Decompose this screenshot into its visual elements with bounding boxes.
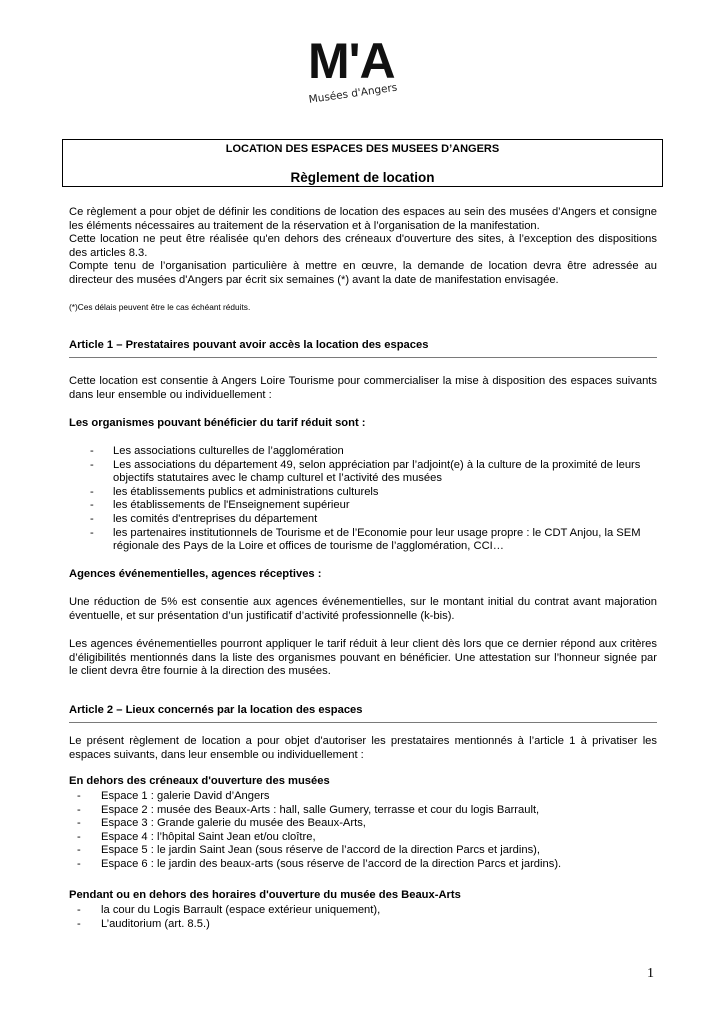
agencies-subheading: Agences événementielles, agences réceptives : (69, 568, 322, 580)
article-2-intro: Le présent règlement de location a pour objet d'autoriser les prestataires mentionnés à l’article 1 à privatiser les espaces suivants, dans leur ensemble ou individuellement : (69, 735, 657, 761)
page-number: 1 (647, 966, 654, 981)
list-item: - Espace 5 : le jardin Saint Jean (sous réserve de l’accord de la direction Parcs et jardins), (69, 844, 657, 858)
agencies-paragraph-1: Une réduction de 5% est consentie aux agences événementielles, sur le montant initial du contrat avant majoration éventuelle, et sur présentation d’un justificatif d’activité professionnelle (k-bis). (69, 596, 657, 622)
document-title: Règlement de location (290, 170, 435, 185)
list-item: - Espace 4 : l’hôpital Saint Jean et/ou cloître, (69, 831, 657, 845)
opening-hours-subheading: Pendant ou en dehors des horaires d'ouverture du musée des Beaux-Arts (69, 889, 461, 901)
museum-logo (308, 33, 418, 118)
outside-hours-subheading: En dehors des créneaux d'ouverture des musées (69, 775, 330, 787)
logo-mark: M'A (308, 33, 395, 89)
list-item: - les établissements de l'Enseignement supérieur (69, 499, 657, 513)
logo-subtitle: Musées d'Angers (308, 81, 399, 106)
list-item: - les établissements publics et administrations culturels (69, 486, 657, 500)
list-item: - les comités d'entreprises du département (69, 513, 657, 527)
article-1-intro: Cette location est consentie à Angers Loire Tourisme pour commercialiser la mise à disposition des espaces suivants dans leur ensemble ou individuellement : (69, 375, 657, 401)
article-1-heading: Article 1 – Prestataires pouvant avoir accès la location des espaces (69, 339, 657, 358)
intro-paragraph-3: Compte tenu de l’organisation particulière à mettre en œuvre, la demande de location devra être adressée au directeur des musées d'Angers par écrit six semaines (*) avant la date de manifestation envisagée. (69, 260, 657, 286)
agencies-paragraph-2: Les agences événementielles pourront appliquer le tarif réduit à leur client dès lors que ce dernier répond aux critères d’éligibilités mentionnés dans la liste des organismes pouvant en bénéficier. Une attestation sur l’honneur signée par le client devra être fournie à la direction des musées. (69, 638, 657, 678)
spaces-list (69, 790, 657, 872)
document-heading: LOCATION DES ESPACES DES MUSEES D’ANGERS (225, 143, 500, 155)
intro-section (69, 206, 657, 288)
list-item: - les partenaires institutionnels de Tourisme et de l’Economie pour leur usage propre : le CDT Anjou, la SEM régionale des Pays de la Loire et offices de tourisme de l’agglomération, CCI… (69, 527, 657, 554)
list-item: - Espace 2 : musée des Beaux-Arts : hall, salle Gumery, terrasse et cour du logis Barrault, (69, 804, 657, 818)
article-2-heading: Article 2 – Lieux concernés par la location des espaces (69, 704, 657, 723)
list-item: - Espace 1 : galerie David d’Angers (69, 790, 657, 804)
intro-paragraph-1: Ce règlement a pour objet de définir les conditions de location des espaces au sein des musées d’Angers et consigne les éléments nécessaires au traitement de la réservation et à l’organisation de la manifestation. (69, 206, 657, 232)
footnote: (*)Ces délais peuvent être le cas échéant réduits. (69, 302, 251, 312)
list-item: - Les associations du département 49, selon appréciation par l’adjoint(e) à la culture de la proximité de leurs objectifs statutaires avec le champ culturel et l’activité des musées (69, 459, 657, 486)
spaces-list-2 (69, 904, 657, 931)
list-item: - Espace 6 : le jardin des beaux-arts (sous réserve de l’accord de la direction Parcs et jardins). (69, 858, 657, 872)
reduced-rate-subheading: Les organismes pouvant bénéficier du tarif réduit sont : (69, 417, 366, 429)
list-item: - Espace 3 : Grande galerie du musée des Beaux-Arts, (69, 817, 657, 831)
reduced-rate-list (69, 445, 657, 554)
list-item: - L’auditorium (art. 8.5.) (69, 918, 657, 932)
list-item: - Les associations culturelles de l’agglomération (69, 445, 657, 459)
list-item: - la cour du Logis Barrault (espace extérieur uniquement), (69, 904, 657, 918)
title-box (62, 139, 663, 187)
intro-paragraph-2: Cette location ne peut être réalisée qu'en dehors des créneaux d'ouverture des sites, à l’exception des dispositions des articles 8.3. (69, 233, 657, 259)
